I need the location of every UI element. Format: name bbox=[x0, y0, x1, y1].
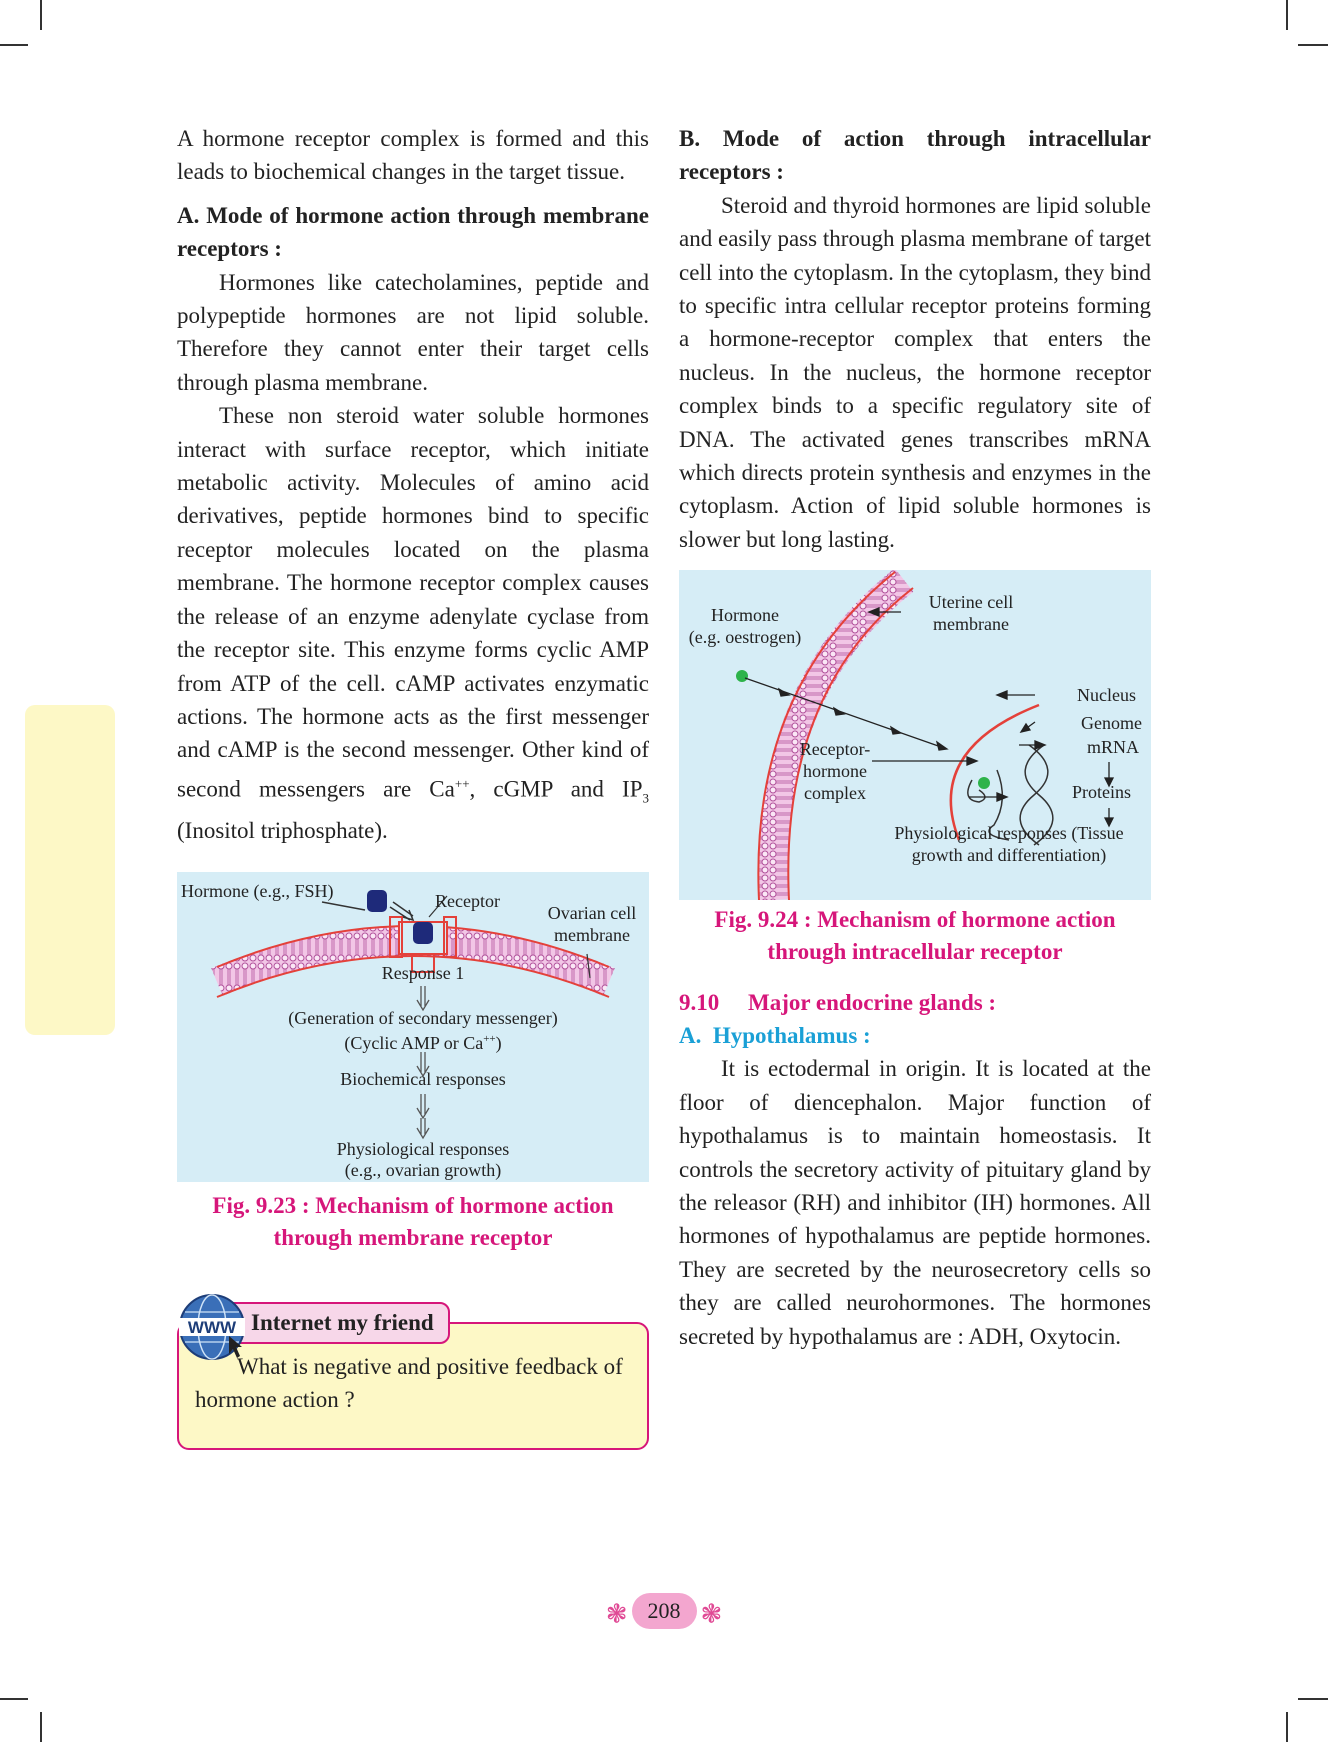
label-cyclic-amp: (Cyclic AMP or Ca++) bbox=[344, 1032, 502, 1053]
intro-paragraph: A hormone receptor complex is formed and this leads to biochemical changes in the target tissue. bbox=[177, 126, 649, 185]
label-genome: Genome bbox=[1081, 713, 1142, 734]
crop-mark bbox=[0, 44, 28, 46]
left-column bbox=[177, 122, 649, 1448]
paragraph-membrane-2: These non steroid water soluble hormones interact with surface receptor, which initiate metabolic activity. Molecules of amino acid derivatives, peptide hormones bind to specific receptor molecules located on the plasma membrane. The hormone receptor complex causes the release of an enzyme adenylate cyclase from the receptor site. This enzyme forms cyclic AMP from ATP of the cell. cAMP activates enzymatic actions. The hormone acts as the first messenger and cAMP is the second messenger. Other kind of second messengers are Ca++, cGMP and $IP_3$ (Inositol triphosphate). bbox=[177, 403, 649, 844]
label-response-1: Response 1 bbox=[381, 962, 465, 983]
label-physiological-responses: Physiological responses (Tissue growth and differentiation) bbox=[894, 823, 1124, 866]
svg-text:WWW: WWW bbox=[187, 1317, 237, 1337]
note-question: What is negative and positive feedback of hormone action ? bbox=[195, 1353, 623, 1412]
internet-my-friend-box bbox=[177, 1292, 649, 1448]
caption-fig-9-24: Fig. 9.24 : Mechanism of hormone action through intracellular receptor bbox=[714, 907, 1116, 965]
right-column bbox=[679, 122, 1151, 1353]
receptor-hormone-complex bbox=[978, 777, 990, 789]
paragraph-membrane-1: Hormones like catecholamines, peptide and polypeptide hormones are not lipid soluble. Therefore they cannot enter their target cells through plasma membrane. bbox=[177, 269, 649, 395]
heading-membrane-receptors: A. Mode of hormone action through membrane receptors : bbox=[177, 202, 649, 262]
crop-mark bbox=[0, 1698, 28, 1700]
label-proteins: Proteins bbox=[1072, 782, 1132, 803]
label-hormone-oestrogen: Hormone (e.g. oestrogen) bbox=[688, 605, 802, 648]
heading-intracellular-receptors: B. Mode of action through intracellular receptors : bbox=[679, 126, 1151, 185]
paragraph-intracellular: Steroid and thyroid hormones are lipid soluble and easily pass through plasma membrane of target cell into the cytoplasm. In the cytoplasm, they bind to specific intra cellular receptor proteins forming a hormone-receptor complex that enters the nucleus. In the nucleus, the hormone receptor complex binds to a specific regulatory site of DNA. The activated genes transcribes mRNA which directs protein synthesis and enzymes in the cytoplasm. Action of lipid soluble hormones is slower but long lasting. bbox=[679, 192, 1151, 552]
page-number: 208 bbox=[632, 1593, 697, 1629]
side-tab bbox=[25, 705, 115, 1035]
subsection-hypothalamus: A. Hypothalamus : bbox=[679, 1023, 871, 1049]
label-ovarian-growth: (e.g., ovarian growth) bbox=[344, 1159, 502, 1180]
caption-fig-9-23: Fig. 9.23 : Mechanism of hormone action through membrane receptor bbox=[212, 1192, 614, 1250]
crop-mark bbox=[40, 1712, 42, 1742]
label-mrna: mRNA bbox=[1087, 737, 1140, 758]
label-hormone-fsh: Hormone (e.g., FSH) bbox=[181, 880, 334, 901]
hormone-molecule bbox=[367, 890, 387, 912]
bound-hormone bbox=[413, 922, 433, 944]
flower-icon: ❃ bbox=[700, 1599, 723, 1629]
flower-icon: ❃ bbox=[605, 1599, 628, 1629]
label-receptor: Receptor bbox=[435, 890, 500, 911]
page-number-footer bbox=[0, 1593, 1328, 1629]
figure-9-23 bbox=[177, 872, 649, 1182]
crop-mark bbox=[1286, 0, 1288, 30]
crop-mark bbox=[40, 0, 42, 30]
note-title: Internet my friend bbox=[221, 1302, 450, 1344]
paragraph-hypothalamus: It is ectodermal in origin. It is located at the floor of diencephalon. Major function of hypothalamus is to maintain homeostasis. It controls the secretory activity of pituitary gland by the releasor (RH) and inhibitor (IH) hormones. All hormones of hypothalamus are peptide hormones. They are secreted by the neurosecretory cells so they are called neurohormones. The hormones secreted by hypothalamus are : ADH, Oxytocin. bbox=[679, 1056, 1151, 1349]
figure-9-24 bbox=[679, 570, 1151, 900]
label-nucleus: Nucleus bbox=[1077, 685, 1136, 706]
label-biochemical-responses: Biochemical responses bbox=[340, 1068, 506, 1089]
label-physiological-responses: Physiological responses bbox=[336, 1138, 510, 1159]
section-heading-endocrine-glands: 9.10 Major endocrine glands : bbox=[679, 990, 997, 1016]
label-ovarian-membrane: Ovarian cell membrane bbox=[547, 902, 637, 945]
label-secondary-messenger: (Generation of secondary messenger) bbox=[288, 1007, 558, 1028]
crop-mark bbox=[1286, 1712, 1288, 1742]
crop-mark bbox=[1298, 1698, 1328, 1700]
label-receptor-hormone-complex: Receptor- hormone complex bbox=[799, 739, 871, 804]
label-uterine-membrane: Uterine cell membrane bbox=[928, 592, 1014, 635]
crop-mark bbox=[1298, 44, 1328, 46]
hormone-molecule bbox=[736, 670, 748, 682]
